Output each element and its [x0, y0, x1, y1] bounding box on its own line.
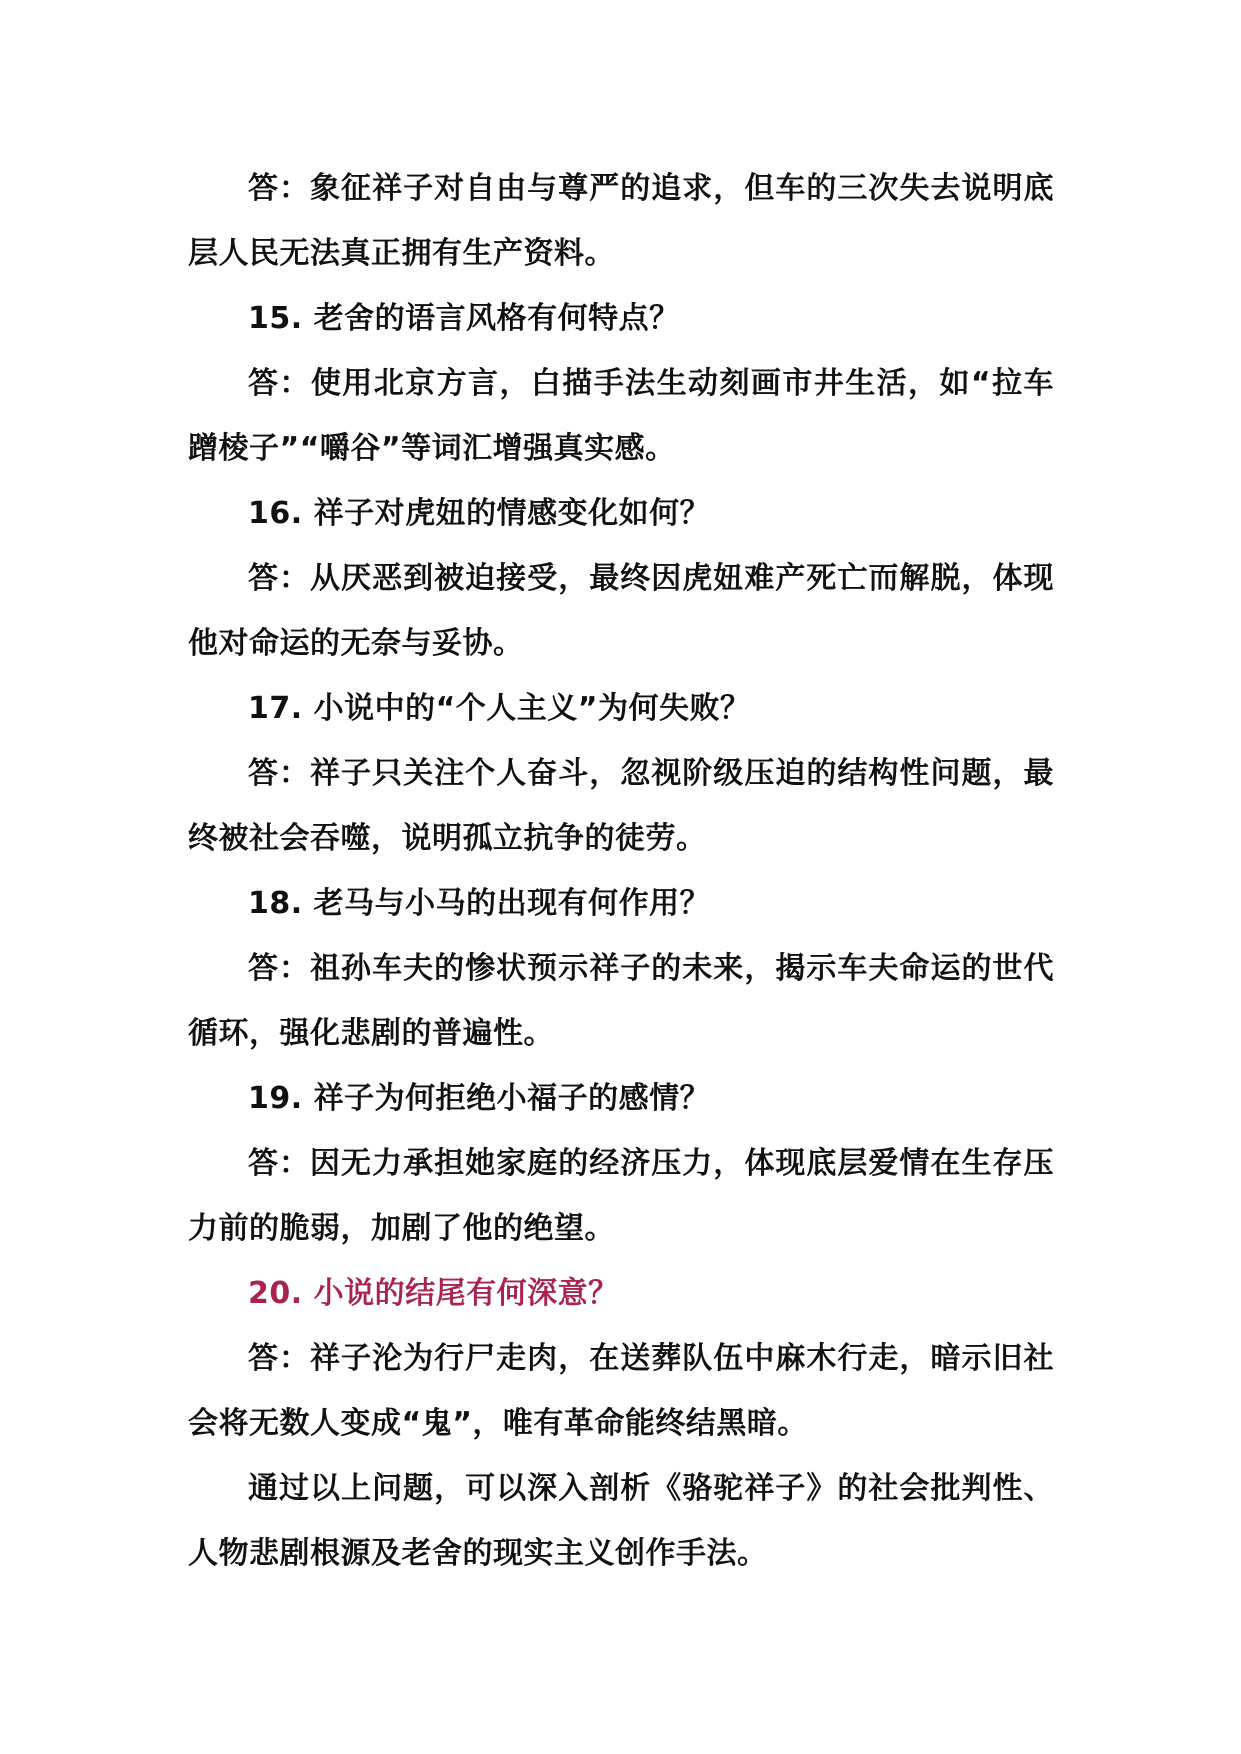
answer-19: 答：因无力承担她家庭的经济压力，体现底层爱情在生存压力前的脆弱，加剧了他的绝望。	[188, 1146, 1054, 1246]
answer-15: 答：使用北京方言，白描手法生动刻画市井生活，如“拉车蹭棱子”“嚼谷”等词汇增强真实感。	[188, 366, 1054, 466]
question-16: 16. 祥子对虎妞的情感变化如何？	[248, 496, 711, 531]
question-17: 17. 小说中的“个人主义”为何失败？	[248, 691, 751, 726]
answer-20: 答：祥子沦为行尸走肉，在送葬队伍中麻木行走，暗示旧社会将无数人变成“鬼”，唯有革命能终结黑暗。	[188, 1341, 1054, 1441]
answer-paragraph: 答：象征祥子对自由与尊严的追求，但车的三次失去说明底层人民无法真正拥有生产资料。	[188, 171, 1054, 271]
answer-17: 答：祥子只关注个人奋斗，忽视阶级压迫的结构性问题，最终被社会吞噬，说明孤立抗争的徒劳。	[188, 756, 1054, 856]
question-15: 15. 老舍的语言风格有何特点？	[248, 301, 680, 336]
question-18: 18. 老马与小马的出现有何作用？	[248, 886, 711, 921]
answer-16: 答：从厌恶到被迫接受，最终因虎妞难产死亡而解脱，体现他对命运的无奈与妥协。	[188, 561, 1054, 661]
question-19: 19. 祥子为何拒绝小福子的感情？	[248, 1081, 711, 1116]
document-page	[188, 156, 1054, 1586]
summary-paragraph: 通过以上问题，可以深入剖析《骆驼祥子》的社会批判性、人物悲剧根源及老舍的现实主义创作手法。	[188, 1471, 1054, 1571]
question-20: 20. 小说的结尾有何深意？	[248, 1276, 619, 1311]
answer-18: 答：祖孙车夫的惨状预示祥子的未来，揭示车夫命运的世代循环，强化悲剧的普遍性。	[188, 951, 1054, 1051]
